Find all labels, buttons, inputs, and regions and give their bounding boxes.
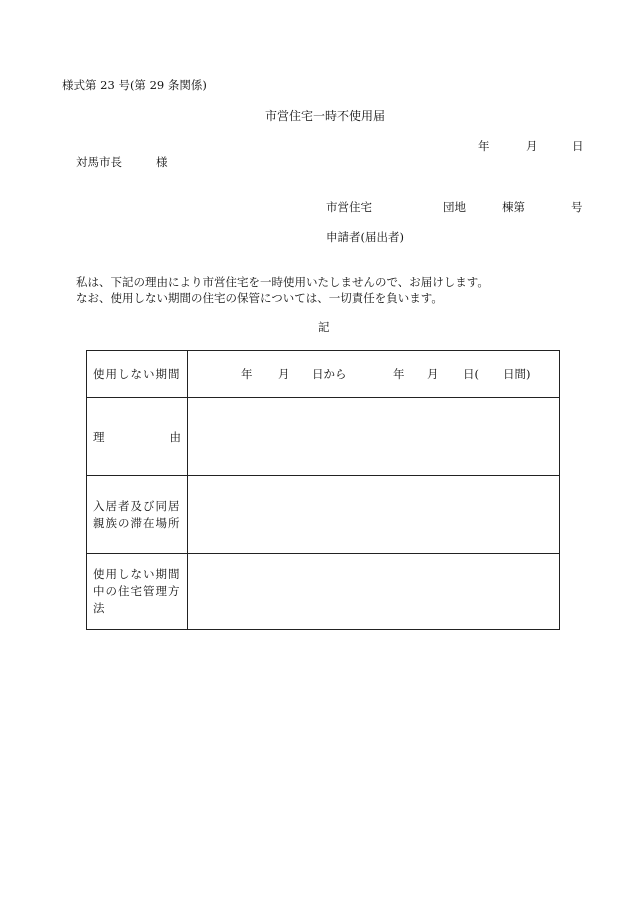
reason-label-cell (87, 398, 188, 475)
building-label: 棟第 (502, 200, 525, 214)
reason-value-cell[interactable] (188, 398, 559, 475)
complex-label: 団地 (443, 200, 466, 214)
ki-heading: 記 (318, 320, 330, 334)
reason-label-right: 由 (169, 429, 181, 444)
residence-row (87, 476, 559, 554)
period-label: 使用しない期間 (93, 366, 181, 381)
form-number: 様式第 23 号(第 29 条関係) (62, 78, 207, 92)
body-line-2: なお、使用しない期間の住宅の保管については、一切責任を負います。 (76, 291, 443, 305)
management-row (87, 554, 559, 629)
addressee-honorific: 様 (156, 155, 168, 169)
end-year-label: 年 (393, 367, 405, 381)
document-title: 市営住宅一時不使用届 (265, 109, 386, 123)
residence-value-cell[interactable] (188, 476, 559, 553)
management-label: 使用しない期間中の住宅管理方法 (93, 567, 181, 615)
housing-label: 市営住宅 (326, 200, 372, 214)
start-year-label: 年 (241, 367, 253, 381)
body-line-1: 私は、下記の理由により市営住宅を一時使用いたしませんので、お届けします。 (76, 275, 489, 289)
management-label-cell (87, 554, 188, 629)
addressee-name: 対馬市長 (76, 155, 122, 169)
applicant-label: 申請者(届出者) (326, 230, 404, 244)
residence-label-cell (87, 476, 188, 553)
date-month-label: 月 (526, 139, 538, 153)
date-day-label: 日 (572, 139, 584, 153)
end-day-label: 日( (463, 367, 479, 381)
period-label-cell (87, 351, 188, 397)
period-value-cell[interactable] (188, 351, 559, 397)
period-row (87, 351, 559, 398)
reason-row (87, 398, 559, 476)
reason-label-left: 理 (93, 429, 105, 444)
start-month-label: 月 (278, 367, 290, 381)
form-table (86, 350, 560, 630)
residence-label: 入居者及び同居親族の滞在場所 (93, 498, 181, 530)
date-year-label: 年 (478, 139, 490, 153)
days-count-label: 日間) (503, 367, 531, 381)
start-day-label: 日から (312, 367, 347, 381)
end-month-label: 月 (427, 367, 439, 381)
management-value-cell[interactable] (188, 554, 559, 629)
unit-number-label: 号 (571, 200, 583, 214)
